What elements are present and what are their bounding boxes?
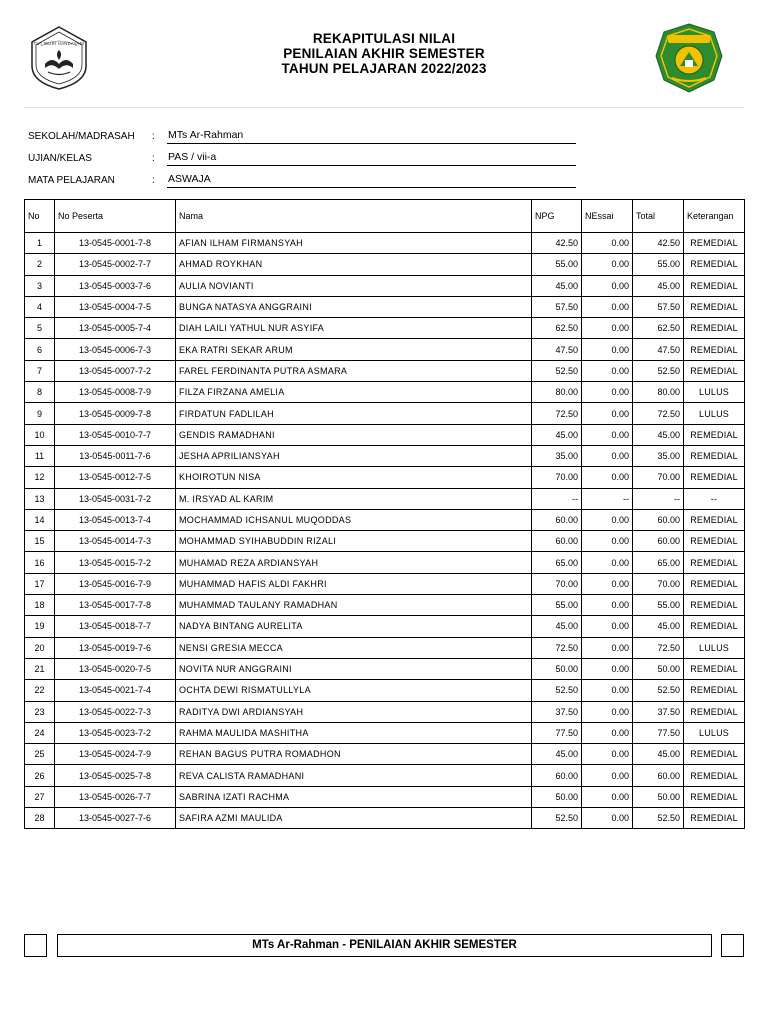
cell-no: 8 <box>25 382 55 403</box>
cell-total: 62.50 <box>633 318 684 339</box>
table-row <box>25 680 745 701</box>
cell-nessai: 0.00 <box>582 403 633 424</box>
cell-no: 19 <box>25 616 55 637</box>
cell-nama: AULIA NOVIANTI <box>176 275 532 296</box>
cell-npg: 42.50 <box>532 233 582 254</box>
header-divider <box>24 107 744 108</box>
cell-nessai: 0.00 <box>582 722 633 743</box>
cell-nama: NADYA BINTANG AURELITA <box>176 616 532 637</box>
cell-keterangan: REMEDIAL <box>684 616 745 637</box>
cell-keterangan: LULUS <box>684 382 745 403</box>
cell-nama: SAFIRA AZMI MAULIDA <box>176 808 532 829</box>
cell-nessai: 0.00 <box>582 658 633 679</box>
cell-no: 15 <box>25 531 55 552</box>
cell-total: 52.50 <box>633 360 684 381</box>
cell-total: 52.50 <box>633 808 684 829</box>
cell-peserta: 13-0545-0005-7-4 <box>55 318 176 339</box>
exam-class-value: PAS / vii-a <box>167 151 576 166</box>
cell-keterangan: LULUS <box>684 722 745 743</box>
cell-no: 24 <box>25 722 55 743</box>
cell-no: 20 <box>25 637 55 658</box>
table-row <box>25 275 745 296</box>
table-row <box>25 254 745 275</box>
table-row <box>25 531 745 552</box>
cell-keterangan: REMEDIAL <box>684 254 745 275</box>
cell-no: 12 <box>25 467 55 488</box>
cell-npg: 65.00 <box>532 552 582 573</box>
cell-total: 45.00 <box>633 424 684 445</box>
cell-no: 14 <box>25 509 55 530</box>
cell-peserta: 13-0545-0002-7-7 <box>55 254 176 275</box>
cell-nama: REVA CALISTA RAMADHANI <box>176 765 532 786</box>
cell-npg: 50.00 <box>532 786 582 807</box>
cell-total: 72.50 <box>633 637 684 658</box>
cell-nessai: 0.00 <box>582 424 633 445</box>
cell-nessai: 0.00 <box>582 275 633 296</box>
cell-keterangan: REMEDIAL <box>684 658 745 679</box>
cell-nessai: 0.00 <box>582 254 633 275</box>
cell-npg: 47.50 <box>532 339 582 360</box>
cell-total: 70.00 <box>633 573 684 594</box>
cell-npg: 37.50 <box>532 701 582 722</box>
cell-nama: KHOIROTUN NISA <box>176 467 532 488</box>
cell-nama: GENDIS RAMADHANI <box>176 424 532 445</box>
cell-no: 22 <box>25 680 55 701</box>
cell-keterangan: -- <box>684 488 745 509</box>
cell-nama: RADITYA DWI ARDIANSYAH <box>176 701 532 722</box>
cell-nama: DIAH LAILI YATHUL NUR ASYIFA <box>176 318 532 339</box>
cell-nama: MUHAMAD REZA ARDIANSYAH <box>176 552 532 573</box>
footer-right-box <box>721 934 744 957</box>
cell-nessai: 0.00 <box>582 786 633 807</box>
cell-nessai: 0.00 <box>582 637 633 658</box>
cell-total: -- <box>633 488 684 509</box>
cell-nama: OCHTA DEWI RISMATULLYLA <box>176 680 532 701</box>
cell-total: 60.00 <box>633 765 684 786</box>
cell-nama: MOHAMMAD SYIHABUDDIN RIZALI <box>176 531 532 552</box>
cell-keterangan: REMEDIAL <box>684 296 745 317</box>
cell-peserta: 13-0545-0020-7-5 <box>55 658 176 679</box>
col-header-total: Total <box>633 200 684 233</box>
cell-peserta: 13-0545-0011-7-6 <box>55 445 176 466</box>
cell-no: 13 <box>25 488 55 509</box>
info-label: UJIAN/KELAS <box>28 153 92 164</box>
cell-peserta: 13-0545-0018-7-7 <box>55 616 176 637</box>
col-header-nama: Nama <box>176 200 532 233</box>
cell-npg: 72.50 <box>532 403 582 424</box>
cell-keterangan: REMEDIAL <box>684 808 745 829</box>
cell-npg: 55.00 <box>532 254 582 275</box>
school-name-value: MTs Ar-Rahman <box>167 129 576 144</box>
cell-keterangan: REMEDIAL <box>684 573 745 594</box>
cell-no: 16 <box>25 552 55 573</box>
cell-nama: FAREL FERDINANTA PUTRA ASMARA <box>176 360 532 381</box>
cell-no: 11 <box>25 445 55 466</box>
cell-total: 80.00 <box>633 382 684 403</box>
cell-npg: 52.50 <box>532 680 582 701</box>
svg-text:TUT WURI HANDAYANI: TUT WURI HANDAYANI <box>33 41 85 46</box>
cell-peserta: 13-0545-0024-7-9 <box>55 744 176 765</box>
info-row-sekolah <box>28 127 576 149</box>
table-row <box>25 445 745 466</box>
cell-npg: 45.00 <box>532 616 582 637</box>
cell-total: 70.00 <box>633 467 684 488</box>
table-row <box>25 786 745 807</box>
cell-nessai: 0.00 <box>582 339 633 360</box>
table-row <box>25 467 745 488</box>
cell-nama: NENSI GRESIA MECCA <box>176 637 532 658</box>
info-colon: : <box>152 131 155 142</box>
cell-total: 45.00 <box>633 744 684 765</box>
cell-nama: FIRDATUN FADLILAH <box>176 403 532 424</box>
cell-no: 23 <box>25 701 55 722</box>
col-header-nessai: NEssai <box>582 200 633 233</box>
cell-nessai: 0.00 <box>582 701 633 722</box>
cell-npg: 60.00 <box>532 765 582 786</box>
cell-nama: BUNGA NATASYA ANGGRAINI <box>176 296 532 317</box>
cell-npg: 80.00 <box>532 382 582 403</box>
cell-no: 28 <box>25 808 55 829</box>
table-row <box>25 616 745 637</box>
cell-no: 2 <box>25 254 55 275</box>
cell-no: 3 <box>25 275 55 296</box>
cell-nama: M. IRSYAD AL KARIM <box>176 488 532 509</box>
cell-total: 37.50 <box>633 701 684 722</box>
table-row <box>25 744 745 765</box>
table-row <box>25 552 745 573</box>
cell-no: 21 <box>25 658 55 679</box>
tut-wuri-handayani-logo <box>26 24 92 92</box>
cell-keterangan: REMEDIAL <box>684 233 745 254</box>
cell-nama: RAHMA MAULIDA MASHITHA <box>176 722 532 743</box>
cell-no: 5 <box>25 318 55 339</box>
cell-nessai: 0.00 <box>582 445 633 466</box>
cell-nessai: 0.00 <box>582 595 633 616</box>
cell-peserta: 13-0545-0031-7-2 <box>55 488 176 509</box>
cell-total: 65.00 <box>633 552 684 573</box>
cell-nama: NOVITA NUR ANGGRAINI <box>176 658 532 679</box>
cell-keterangan: REMEDIAL <box>684 509 745 530</box>
cell-no: 25 <box>25 744 55 765</box>
cell-nama: EKA RATRI SEKAR ARUM <box>176 339 532 360</box>
footer-title: MTs Ar-Rahman - PENILAIAN AKHIR SEMESTER <box>57 934 712 957</box>
cell-nama: JESHA APRILIANSYAH <box>176 445 532 466</box>
cell-no: 6 <box>25 339 55 360</box>
cell-no: 18 <box>25 595 55 616</box>
cell-no: 7 <box>25 360 55 381</box>
table-row <box>25 701 745 722</box>
cell-npg: 57.50 <box>532 296 582 317</box>
cell-nama: REHAN BAGUS PUTRA ROMADHON <box>176 744 532 765</box>
cell-peserta: 13-0545-0025-7-8 <box>55 765 176 786</box>
cell-no: 27 <box>25 786 55 807</box>
cell-total: 50.00 <box>633 658 684 679</box>
cell-npg: 60.00 <box>532 531 582 552</box>
cell-npg: 62.50 <box>532 318 582 339</box>
cell-nama: MUHAMMAD HAFIS ALDI FAKHRI <box>176 573 532 594</box>
info-colon: : <box>152 153 155 164</box>
table-row <box>25 488 745 509</box>
table-row <box>25 509 745 530</box>
cell-total: 55.00 <box>633 595 684 616</box>
table-row <box>25 722 745 743</box>
table-row <box>25 339 745 360</box>
subject-value: ASWAJA <box>167 173 576 188</box>
cell-peserta: 13-0545-0007-7-2 <box>55 360 176 381</box>
cell-npg: 70.00 <box>532 573 582 594</box>
cell-npg: 35.00 <box>532 445 582 466</box>
cell-no: 26 <box>25 765 55 786</box>
cell-nessai: 0.00 <box>582 765 633 786</box>
cell-nessai: 0.00 <box>582 573 633 594</box>
cell-peserta: 13-0545-0003-7-6 <box>55 275 176 296</box>
cell-total: 60.00 <box>633 531 684 552</box>
cell-nessai: 0.00 <box>582 509 633 530</box>
cell-keterangan: REMEDIAL <box>684 744 745 765</box>
cell-npg: 55.00 <box>532 595 582 616</box>
table-row <box>25 318 745 339</box>
cell-keterangan: REMEDIAL <box>684 445 745 466</box>
info-row-ujian <box>28 149 576 171</box>
cell-peserta: 13-0545-0001-7-8 <box>55 233 176 254</box>
cell-npg: 60.00 <box>532 509 582 530</box>
report-title: REKAPITULASI NILAI <box>312 31 456 46</box>
cell-total: 45.00 <box>633 616 684 637</box>
col-header-no: No <box>25 200 55 233</box>
cell-total: 50.00 <box>633 786 684 807</box>
cell-nessai: 0.00 <box>582 808 633 829</box>
info-colon: : <box>152 175 155 186</box>
footer-left-box <box>24 934 47 957</box>
cell-keterangan: REMEDIAL <box>684 531 745 552</box>
cell-nama: FILZA FIRZANA AMELIA <box>176 382 532 403</box>
table-body <box>25 233 745 829</box>
madrasah-emblem-logo <box>652 22 726 94</box>
cell-keterangan: REMEDIAL <box>684 424 745 445</box>
cell-nama: MOCHAMMAD ICHSANUL MUQODDAS <box>176 509 532 530</box>
info-label: SEKOLAH/MADRASAH <box>28 131 135 142</box>
cell-peserta: 13-0545-0023-7-2 <box>55 722 176 743</box>
cell-npg: 77.50 <box>532 722 582 743</box>
table-row <box>25 403 745 424</box>
table-row <box>25 233 745 254</box>
table-row <box>25 658 745 679</box>
cell-keterangan: REMEDIAL <box>684 595 745 616</box>
table-header-row <box>25 200 745 233</box>
cell-npg: 45.00 <box>532 744 582 765</box>
cell-nama: AFIAN ILHAM FIRMANSYAH <box>176 233 532 254</box>
cell-peserta: 13-0545-0015-7-2 <box>55 552 176 573</box>
cell-nessai: 0.00 <box>582 318 633 339</box>
cell-keterangan: REMEDIAL <box>684 765 745 786</box>
cell-peserta: 13-0545-0017-7-8 <box>55 595 176 616</box>
cell-nessai: 0.00 <box>582 233 633 254</box>
col-header-keterangan: Keterangan <box>684 200 745 233</box>
cell-keterangan: REMEDIAL <box>684 786 745 807</box>
cell-total: 45.00 <box>633 275 684 296</box>
report-title-block <box>180 31 588 76</box>
cell-keterangan: REMEDIAL <box>684 552 745 573</box>
cell-nessai: 0.00 <box>582 744 633 765</box>
cell-npg: 70.00 <box>532 467 582 488</box>
cell-keterangan: REMEDIAL <box>684 318 745 339</box>
cell-nessai: 0.00 <box>582 531 633 552</box>
info-block <box>28 127 576 193</box>
table-row <box>25 637 745 658</box>
cell-npg: 50.00 <box>532 658 582 679</box>
cell-peserta: 13-0545-0010-7-7 <box>55 424 176 445</box>
cell-nessai: -- <box>582 488 633 509</box>
table-row <box>25 808 745 829</box>
col-header-peserta: No Peserta <box>55 200 176 233</box>
cell-nama: SABRINA IZATI RACHMA <box>176 786 532 807</box>
cell-keterangan: REMEDIAL <box>684 467 745 488</box>
cell-nessai: 0.00 <box>582 616 633 637</box>
cell-keterangan: REMEDIAL <box>684 701 745 722</box>
cell-no: 1 <box>25 233 55 254</box>
cell-total: 72.50 <box>633 403 684 424</box>
cell-peserta: 13-0545-0008-7-9 <box>55 382 176 403</box>
table-row <box>25 296 745 317</box>
cell-peserta: 13-0545-0021-7-4 <box>55 680 176 701</box>
cell-peserta: 13-0545-0012-7-5 <box>55 467 176 488</box>
table-row <box>25 595 745 616</box>
cell-total: 77.50 <box>633 722 684 743</box>
cell-npg: 52.50 <box>532 360 582 381</box>
info-label: MATA PELAJARAN <box>28 175 115 186</box>
cell-peserta: 13-0545-0026-7-7 <box>55 786 176 807</box>
cell-nama: MUHAMMAD TAULANY RAMADHAN <box>176 595 532 616</box>
cell-no: 17 <box>25 573 55 594</box>
table-row <box>25 573 745 594</box>
cell-total: 60.00 <box>633 509 684 530</box>
cell-peserta: 13-0545-0009-7-8 <box>55 403 176 424</box>
cell-peserta: 13-0545-0027-7-6 <box>55 808 176 829</box>
cell-npg: -- <box>532 488 582 509</box>
cell-nama: AHMAD ROYKHAN <box>176 254 532 275</box>
table-row <box>25 765 745 786</box>
cell-peserta: 13-0545-0016-7-9 <box>55 573 176 594</box>
table-row <box>25 360 745 381</box>
cell-no: 9 <box>25 403 55 424</box>
report-subtitle: PENILAIAN AKHIR SEMESTER <box>283 46 485 61</box>
cell-nessai: 0.00 <box>582 382 633 403</box>
cell-nessai: 0.00 <box>582 467 633 488</box>
cell-total: 55.00 <box>633 254 684 275</box>
cell-total: 47.50 <box>633 339 684 360</box>
table-row <box>25 382 745 403</box>
cell-peserta: 13-0545-0019-7-6 <box>55 637 176 658</box>
col-header-npg: NPG <box>532 200 582 233</box>
cell-npg: 52.50 <box>532 808 582 829</box>
cell-keterangan: REMEDIAL <box>684 339 745 360</box>
cell-total: 42.50 <box>633 233 684 254</box>
cell-total: 57.50 <box>633 296 684 317</box>
cell-npg: 45.00 <box>532 424 582 445</box>
cell-no: 10 <box>25 424 55 445</box>
cell-total: 52.50 <box>633 680 684 701</box>
cell-no: 4 <box>25 296 55 317</box>
report-year: TAHUN PELAJARAN 2022/2023 <box>281 61 487 76</box>
cell-peserta: 13-0545-0022-7-3 <box>55 701 176 722</box>
cell-nessai: 0.00 <box>582 360 633 381</box>
cell-keterangan: LULUS <box>684 637 745 658</box>
cell-keterangan: REMEDIAL <box>684 680 745 701</box>
cell-nessai: 0.00 <box>582 680 633 701</box>
info-row-mapel <box>28 171 576 193</box>
cell-nessai: 0.00 <box>582 552 633 573</box>
cell-peserta: 13-0545-0014-7-3 <box>55 531 176 552</box>
cell-total: 35.00 <box>633 445 684 466</box>
cell-peserta: 13-0545-0006-7-3 <box>55 339 176 360</box>
cell-nessai: 0.00 <box>582 296 633 317</box>
cell-npg: 72.50 <box>532 637 582 658</box>
cell-peserta: 13-0545-0004-7-5 <box>55 296 176 317</box>
cell-keterangan: REMEDIAL <box>684 275 745 296</box>
grades-table <box>24 199 745 829</box>
cell-npg: 45.00 <box>532 275 582 296</box>
table-row <box>25 424 745 445</box>
cell-keterangan: REMEDIAL <box>684 360 745 381</box>
cell-peserta: 13-0545-0013-7-4 <box>55 509 176 530</box>
cell-keterangan: LULUS <box>684 403 745 424</box>
